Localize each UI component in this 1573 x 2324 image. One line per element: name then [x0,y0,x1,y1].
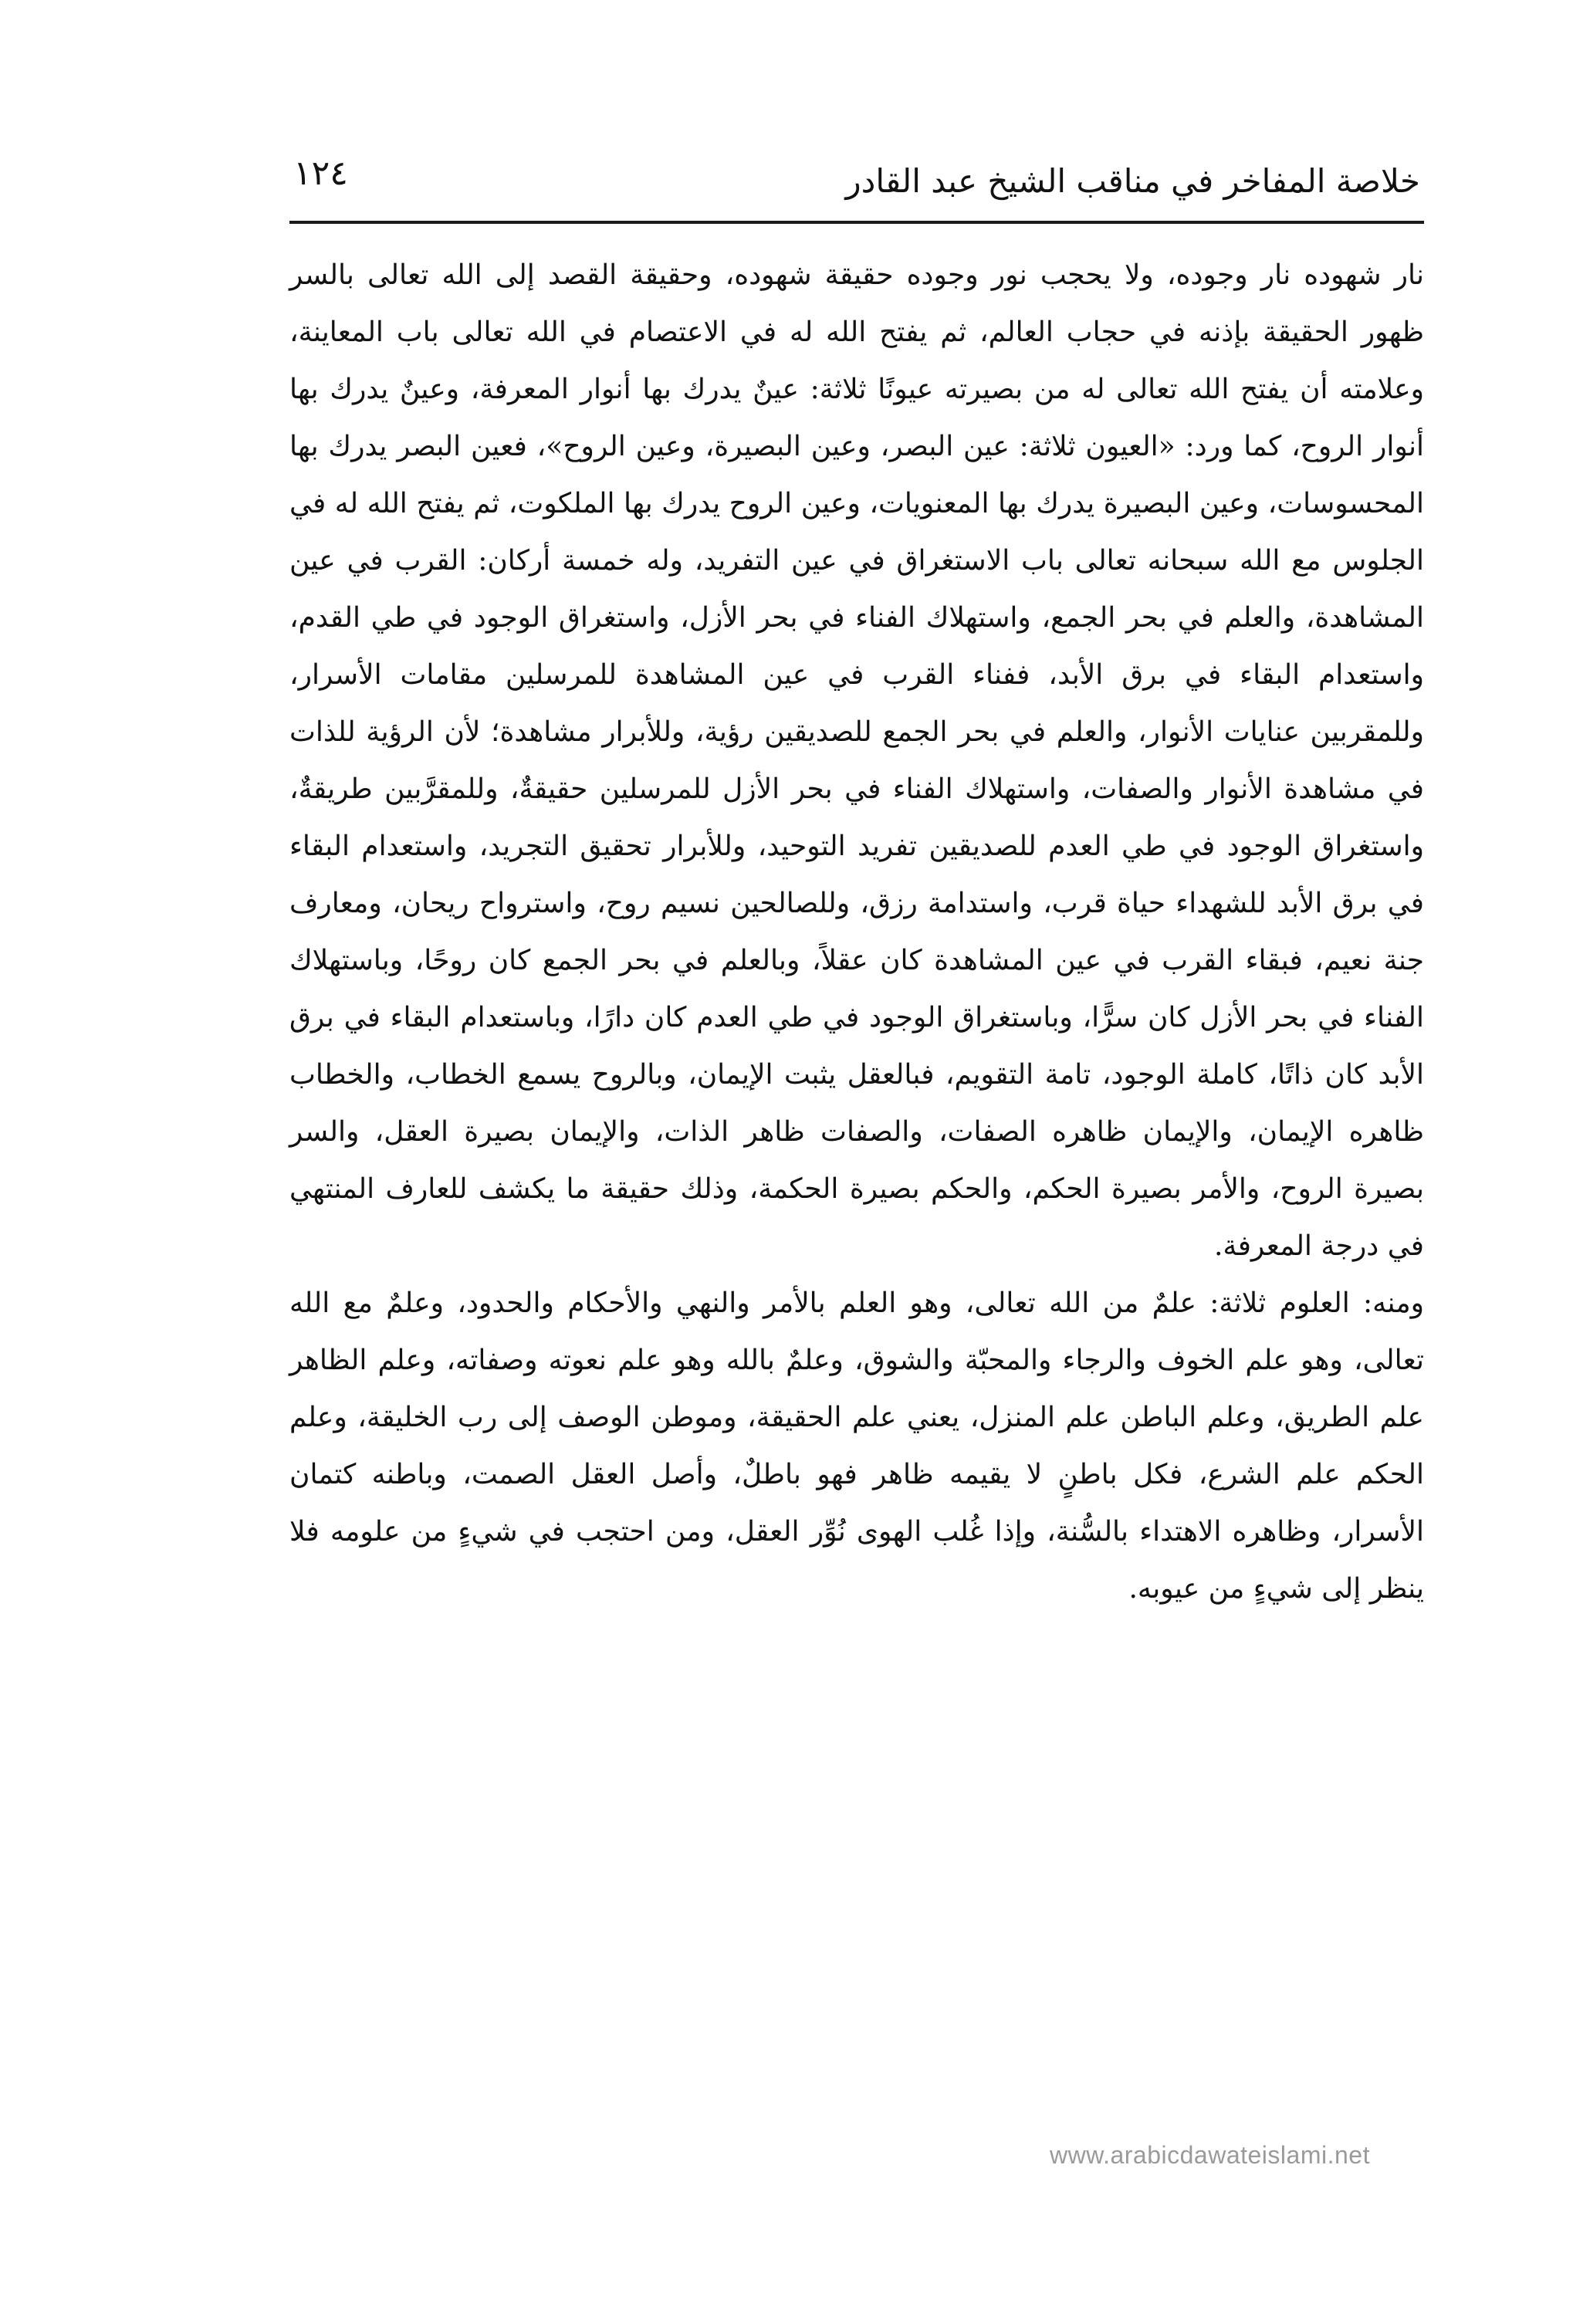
running-title: خلاصة المفاخر في مناقب الشيخ عبد القادر [845,162,1420,200]
header-rule [289,221,1424,224]
body-text [289,247,1424,1618]
page-number: ١٢٤ [293,154,348,193]
paragraph-1: نار شهوده نار وجوده، ولا يحجب نور وجوده حقيقة شهوده، وحقيقة القصد إلى الله تعالى بالسر ظهور الحقيقة بإذنه في حجاب العالم، ثم يفتح الله له في الاعتصام في الله تعالى باب المعاينة، وعلامته أن يفتح الله تعالى له من بصيرته عيونًا ثلاثة: عينٌ يدرك بها أنوار المعرفة، وعينٌ يدرك بها أنوار الروح، كما ورد: «العيون ثلاثة: عين البصر، وعين البصيرة، وعين الروح»، فعين البصر يدرك بها المحسوسات، وعين البصيرة يدرك بها المعنويات، وعين الروح يدرك بها الملكوت، ثم يفتح الله له في الجلوس مع الله سبحانه تعالى باب الاستغراق في عين التفريد، وله خمسة أركان: القرب في عين المشاهدة، والعلم في بحر الجمع، واستهلاك الفناء في بحر الأزل، واستغراق الوجود في طي القدم، واستعدام البقاء في برق الأبد، ففناء القرب في عين المشاهدة للمرسلين مقامات الأسرار، وللمقربين عنايات الأنوار، والعلم في بحر الجمع للصديقين رؤية، وللأبرار مشاهدة؛ لأن الرؤية للذات في مشاهدة الأنوار والصفات، واستهلاك الفناء في بحر الأزل للمرسلين حقيقةٌ، وللمقرَّبين طريقةٌ، واستغراق الوجود في طي العدم للصديقين تفريد التوحيد، وللأبرار تحقيق التجريد، واستعدام البقاء في برق الأبد للشهداء حياة قرب، واستدامة رزق، وللصالحين نسيم روح، واسترواح ريحان، ومعارف جنة نعيم، فبقاء القرب في عين المشاهدة كان عقلاً، وبالعلم في بحر الجمع كان روحًا، وباستهلاك الفناء في بحر الأزل كان سرًّا، وباستغراق الوجود في طي العدم كان دارًا، وباستعدام البقاء في برق الأبد كان ذاتًا، كاملة الوجود، تامة التقويم، فبالعقل يثبت الإيمان، وبالروح يسمع الخطاب، والخطاب ظاهره الإيمان، والإيمان ظاهره الصفات، والصفات ظاهر الذات، والإيمان بصيرة العقل، والسر بصيرة الروح، والأمر بصيرة الحكم، والحكم بصيرة الحكمة، وذلك حقيقة ما يكشف للعارف المنتهي في درجة المعرفة. [289,259,1424,1262]
watermark-url: www.arabicdawateislami.net [1050,2141,1370,2169]
paragraph-2: ومنه: العلوم ثلاثة: علمٌ من الله تعالى، وهو العلم بالأمر والنهي والأحكام والحدود، وعلمٌ مع الله تعالى، وهو علم الخوف والرجاء والمحبّة والشوق، وعلمٌ بالله وهو علم نعوته وصفاته، وعلم الظاهر علم الطريق، وعلم الباطن علم المنزل، يعني علم الحقيقة، وموطن الوصف إلى رب الخليقة، وعلم الحكم علم الشرع، فكل باطنٍ لا يقيمه ظاهر فهو باطلٌ، وأصل العقل الصمت، وباطنه كتمان الأسرار، وظاهره الاهتداء بالسُّنة، وإذا غُلب الهوى نُوِّر العقل، ومن احتجب في شيءٍ من علومه فلا ينظر إلى شيءٍ من عيوبه. [289,1287,1425,1605]
page-header [293,151,1420,220]
